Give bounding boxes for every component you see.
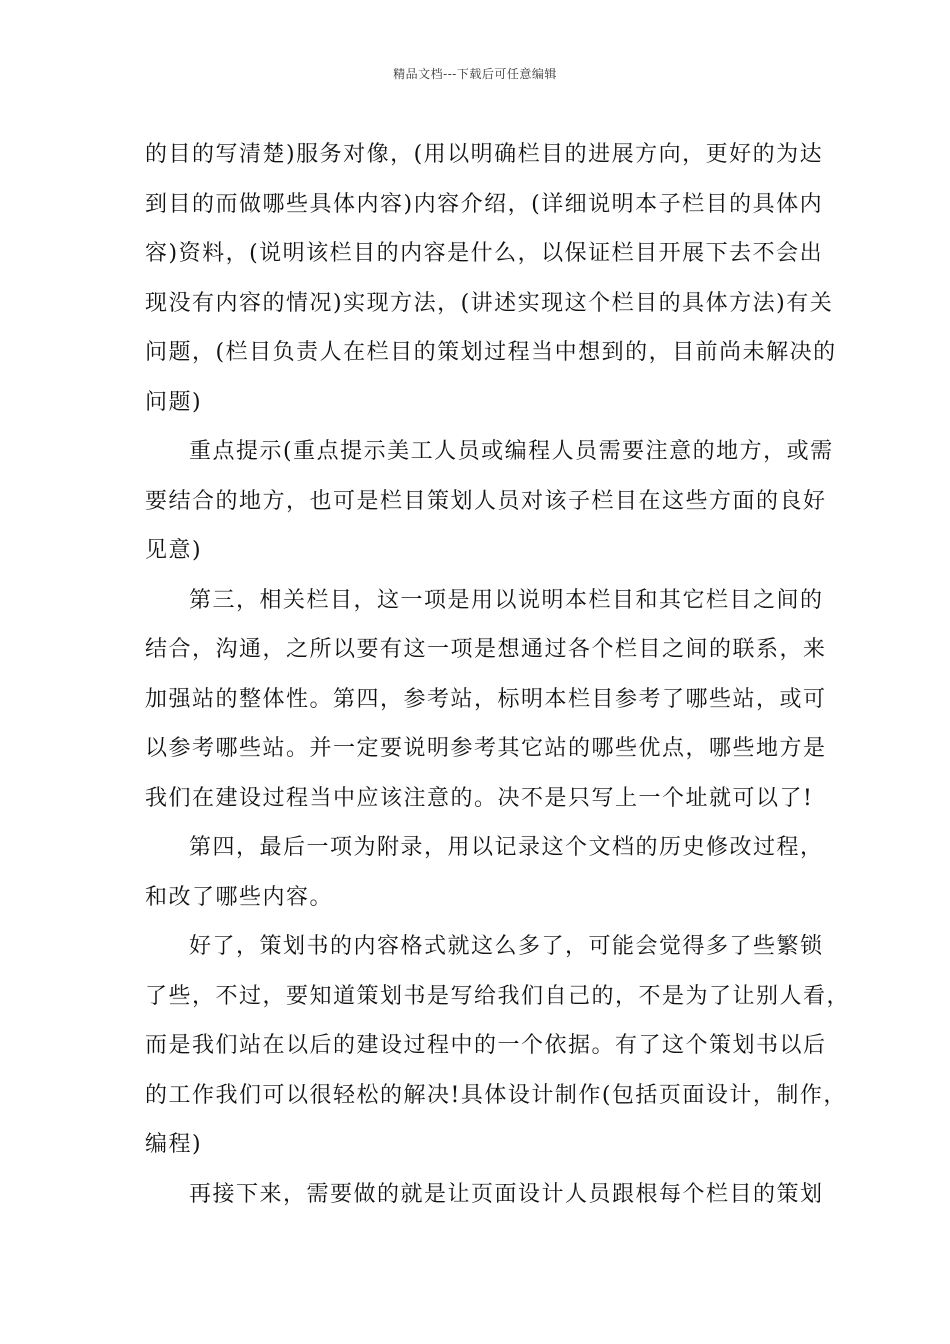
paragraph-line: 而是我们站在以后的建设过程中的一个依据。有了这个策划书以后 bbox=[145, 1033, 827, 1058]
paragraph-line: 到目的而做哪些具体内容)内容介绍，(详细说明本子栏目的具体内 bbox=[145, 191, 824, 217]
paragraph-line: 重点提示(重点提示美工人员或编程人员需要注意的地方，或需 bbox=[189, 439, 834, 464]
paragraph-line: 再接下来，需要做的就是让页面设计人员跟根每个栏目的策划 bbox=[189, 1181, 824, 1207]
page-header: 精品文档---下载后可任意编辑 bbox=[393, 67, 557, 81]
paragraph-line: 问题，(栏目负责人在栏目的策划过程当中想到的，目前尚未解决的 bbox=[145, 340, 837, 365]
paragraph-line: 的目的写清楚)服务对像，(用以明确栏目的进展方向，更好的为达 bbox=[145, 142, 824, 167]
paragraph-line: 我们在建设过程当中应该注意的。决不是只写上一个址就可以了! bbox=[145, 785, 814, 811]
paragraph-line: 加强站的整体性。第四，参考站，标明本栏目参考了哪些站，或可 bbox=[145, 686, 827, 712]
paragraph-line: 第三，相关栏目，这一项是用以说明本栏目和其它栏目之间的 bbox=[189, 587, 824, 613]
paragraph-line: 结合，沟通，之所以要有这一项是想通过各个栏目之间的联系，来 bbox=[145, 637, 827, 662]
paragraph-line: 编程) bbox=[145, 1132, 203, 1157]
paragraph-line: 和改了哪些内容。 bbox=[145, 884, 334, 910]
paragraph-line: 现没有内容的情况)实现方法，(讲述实现这个栏目的具体方法)有关 bbox=[145, 290, 834, 316]
paragraph-line: 见意) bbox=[145, 538, 203, 563]
paragraph-line: 了些，不过，要知道策划书是写给我们自己的，不是为了让别人看， bbox=[145, 983, 851, 1009]
paragraph-line: 问题) bbox=[145, 389, 203, 415]
document-body bbox=[145, 130, 851, 1219]
paragraph-line: 容)资料，(说明该栏目的内容是什么，以保证栏目开展下去不会出 bbox=[145, 241, 824, 266]
paragraph-line: 第四，最后一项为附录，用以记录这个文档的历史修改过程， bbox=[189, 835, 824, 860]
paragraph-line: 要结合的地方，也可是栏目策划人员对该子栏目在这些方面的良好 bbox=[145, 488, 827, 514]
paragraph-line: 的工作我们可以很轻松的解决!具体设计制作(包括页面设计，制作， bbox=[145, 1082, 847, 1108]
paragraph-line: 以参考哪些站。并一定要说明参考其它站的哪些优点，哪些地方是 bbox=[145, 736, 827, 761]
paragraph-line: 好了，策划书的内容格式就这么多了，可能会觉得多了些繁锁 bbox=[189, 934, 824, 959]
